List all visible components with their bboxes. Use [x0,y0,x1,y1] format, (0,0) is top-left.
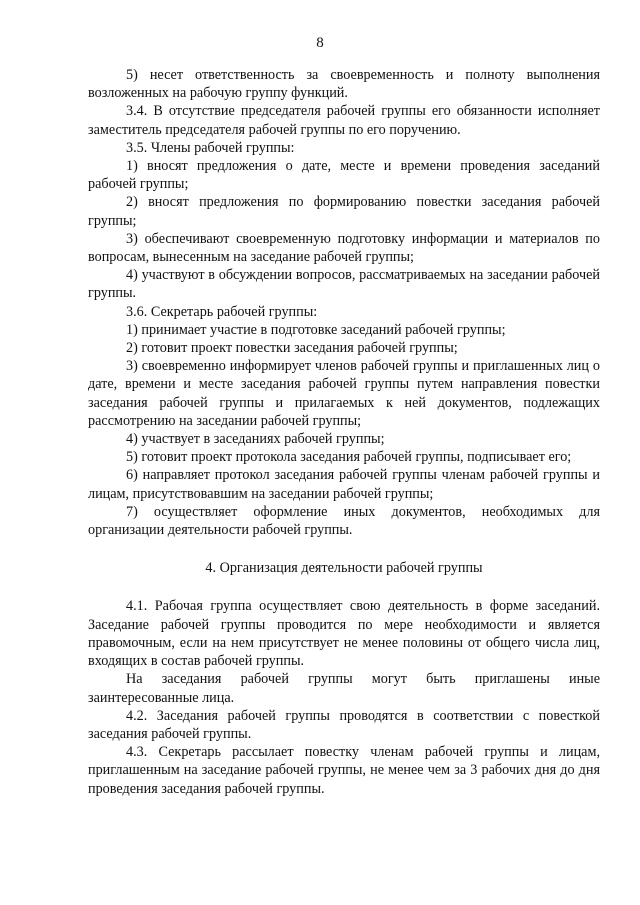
paragraph-3-3-item-5: 5) несет ответственность за своевременность и полноту выполнения возложенных на рабочую группу функций. [88,67,600,102]
paragraph-3-5-item-4: 4) участвуют в обсуждении вопросов, рассматриваемых на заседании рабочей группы. [88,267,600,302]
paragraph-3-5: 3.5. Члены рабочей группы: [126,139,295,156]
section-heading: 4. Организация деятельности рабочей группы [205,560,483,577]
paragraph-3-4: 3.4. В отсутствие председателя рабочей группы его обязанности исполняет заместитель председателя рабочей группы по его поручению. [88,103,600,138]
paragraph-4-2: 4.2. Заседания рабочей группы проводятся в соответствии с повесткой заседания рабочей группы. [88,707,600,742]
paragraph-3-6-item-2: 2) готовит проект повестки заседания рабочей группы; [126,340,458,357]
document-body [88,66,600,798]
paragraph-3-6-item-4: 4) участвует в заседаниях рабочей группы; [126,431,385,448]
paragraph-3-6: 3.6. Секретарь рабочей группы: [126,303,318,320]
paragraph-3-5-item-1: 1) вносят предложения о дате, месте и времени проведения заседаний рабочей группы; [88,158,600,193]
paragraph-3-6-item-5: 5) готовит проект протокола заседания рабочей группы, подписывает его; [126,449,572,466]
paragraph-3-5-item-3: 3) обеспечивают своевременную подготовку информации и материалов по вопросам, вынесенным на заседание рабочей группы; [88,230,600,266]
paragraph-4-1: 4.1. Рабочая группа осуществляет свою деятельность в форме заседаний. Заседание рабочей группы проводится по мере необходимости и является правомочным, если на нем присутствует не менее половины от общего числа лиц, входящих в состав рабочей группы. [88,598,600,670]
paragraph-3-5-item-2: 2) вносят предложения по формированию повестки заседания рабочей группы; [88,194,600,229]
paragraph-4-1-invited: На заседания рабочей группы могут быть приглашены иные заинтересованные лица. [88,671,600,706]
page-number: 8 [316,35,324,51]
paragraph-3-6-item-7: 7) осуществляет оформление иных документов, необходимых для организации деятельности рабочей группы. [88,503,600,539]
paragraph-3-6-item-6: 6) направляет протокол заседания рабочей группы членам рабочей группы и лицам, присутствовавшим на заседании рабочей группы; [88,467,600,502]
paragraph-4-3: 4.3. Секретарь рассылает повестку членам рабочей группы и лицам, приглашенным на заседание рабочей группы, не менее чем за 3 рабочих дня до дня проведения заседания рабочей группы. [88,744,600,797]
paragraph-3-6-item-1: 1) принимает участие в подготовке заседаний рабочей группы; [126,321,506,338]
paragraph-3-6-item-3: 3) своевременно информирует членов рабочей группы и приглашенных лиц о дате, времени и месте заседания рабочей группы путем направления повестки заседания рабочей группы и прилагаемых к ней документов, подлежащих рассмотрению на заседании рабочей группы; [88,358,600,429]
